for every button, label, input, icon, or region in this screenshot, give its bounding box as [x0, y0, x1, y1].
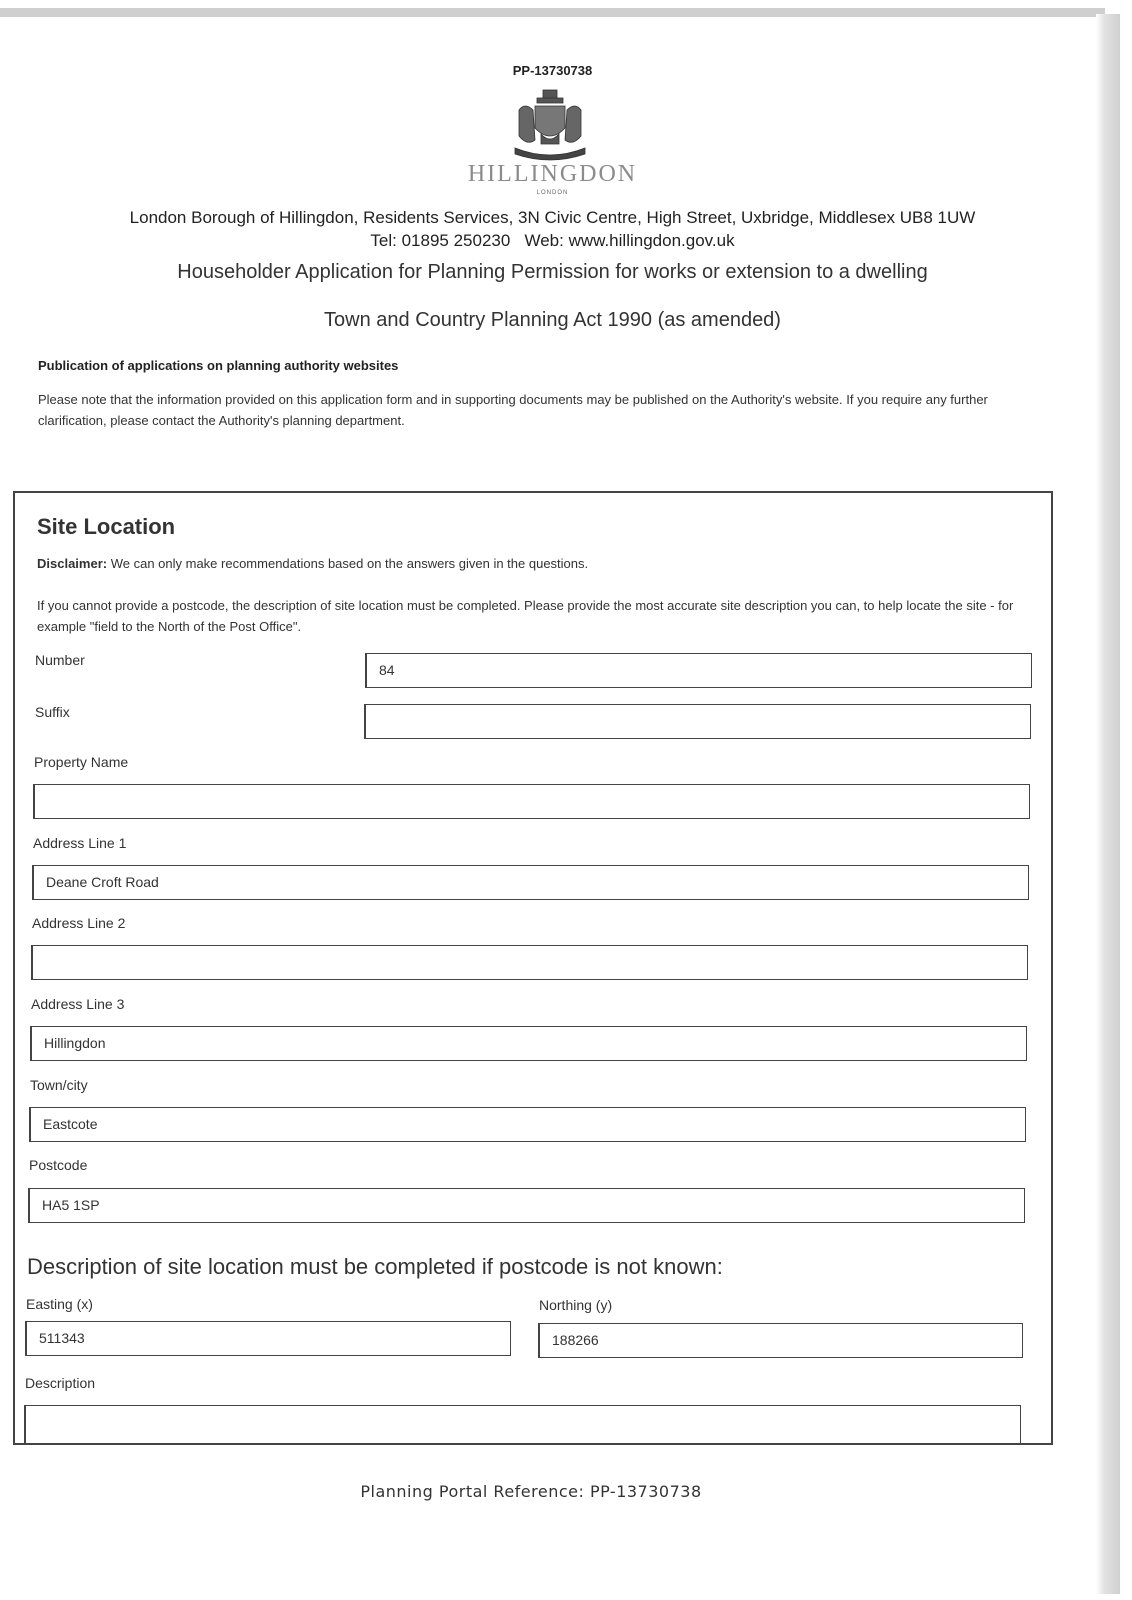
publication-heading: Publication of applications on planning authority websites — [38, 358, 399, 373]
address-line-1-label: Address Line 1 — [33, 835, 127, 851]
council-address: London Borough of Hillingdon, Residents Services, 3N Civic Centre, High Street, Uxbridge, Middlesex UB8 1UW — [129, 208, 976, 227]
disclaimer-label: Disclaimer: — [37, 556, 108, 571]
application-title: Householder Application for Planning Permission for works or extension to a dwelling — [177, 261, 928, 283]
number-field[interactable]: 84 — [365, 653, 1032, 688]
description-field[interactable] — [24, 1405, 1021, 1443]
brand-wordmark: HILLINGDON — [467, 161, 638, 187]
description-heading: Description of site location must be completed if postcode is not known: — [27, 1254, 723, 1279]
suffix-field[interactable] — [364, 704, 1031, 739]
scan-right-edge — [1096, 14, 1120, 1594]
address-line-3-label: Address Line 3 — [31, 996, 125, 1012]
scan-top-edge — [0, 8, 1105, 17]
address-line-2-field[interactable] — [31, 945, 1028, 980]
council-contact: Tel: 01895 250230 Web: www.hillingdon.gov.uk — [370, 231, 735, 250]
northing-field[interactable]: 188266 — [538, 1323, 1023, 1358]
address-line-1-field[interactable]: Deane Croft Road — [32, 865, 1029, 900]
disclaimer-text: We can only make recommendations based on the answers given in the questions. — [107, 556, 589, 571]
site-info-text: If you cannot provide a postcode, the description of site location must be completed. Please provide the most accurate site description you can, to help locate the site - for example "field to the North of the Post Office". — [37, 598, 1014, 634]
postcode-field[interactable]: HA5 1SP — [28, 1188, 1025, 1223]
description-label: Description — [25, 1375, 96, 1391]
address-line-3-field[interactable]: Hillingdon — [30, 1026, 1027, 1061]
easting-label: Easting (x) — [26, 1296, 93, 1312]
address-line-2-label: Address Line 2 — [32, 915, 126, 931]
brand-subtitle: LONDON — [536, 190, 569, 196]
act-title: Town and Country Planning Act 1990 (as amended) — [324, 309, 781, 331]
footer-reference: Planning Portal Reference: PP-13730738 — [360, 1482, 702, 1501]
easting-field[interactable]: 511343 — [25, 1321, 511, 1356]
property-name-label: Property Name — [34, 754, 129, 770]
section-title: Site Location — [37, 514, 176, 539]
postcode-label: Postcode — [29, 1157, 88, 1173]
number-label: Number — [35, 652, 85, 668]
suffix-label: Suffix — [35, 704, 70, 720]
town-city-field[interactable]: Eastcote — [29, 1107, 1026, 1142]
disclaimer — [37, 556, 588, 571]
northing-label: Northing (y) — [539, 1297, 613, 1313]
hillingdon-crest-icon — [505, 88, 595, 168]
town-city-label: Town/city — [30, 1077, 88, 1093]
property-name-field[interactable] — [33, 784, 1030, 819]
publication-text: Please note that the information provided on this application form and in supporting documents may be published on the Authority's website. If you require any further clarification, please contact the Authority's planning department. — [38, 392, 988, 428]
reference-number: PP-13730738 — [512, 63, 593, 78]
